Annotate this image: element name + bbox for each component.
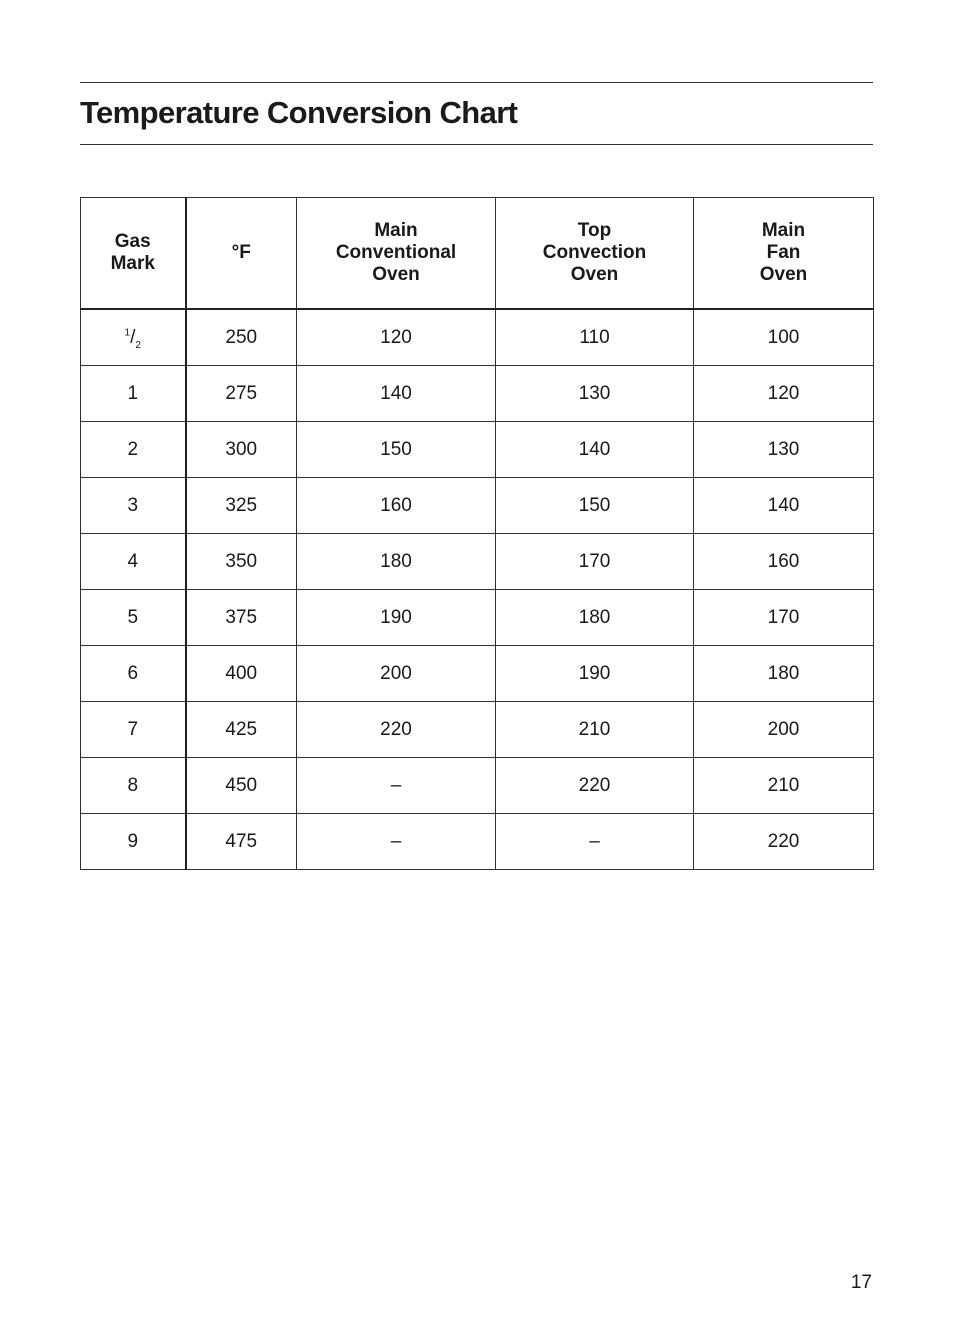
page-number: 17	[850, 1272, 872, 1293]
cell-fahrenheit: 475	[186, 814, 297, 870]
cell-main-fan: 140	[694, 478, 874, 534]
cell-fahrenheit: 375	[186, 590, 297, 646]
cell-top-convection: 150	[496, 478, 694, 534]
cell-fahrenheit: 275	[186, 366, 297, 422]
cell-top-convection: 210	[496, 702, 694, 758]
cell-top-convection: 180	[496, 590, 694, 646]
table-row	[81, 758, 874, 814]
title-top-rule	[80, 82, 873, 83]
header-fahrenheit-line: °F	[231, 242, 251, 263]
cell-gas-mark: 5	[81, 590, 186, 646]
cell-gas-mark: 3	[81, 478, 186, 534]
cell-main-conventional: 160	[297, 478, 496, 534]
header-main-conventional-oven	[297, 198, 496, 310]
cell-main-fan: 200	[694, 702, 874, 758]
cell-gas-mark: 2	[81, 422, 186, 478]
cell-fahrenheit: 300	[186, 422, 297, 478]
table-row	[81, 478, 874, 534]
header-fahrenheit	[186, 198, 297, 310]
cell-top-convection: –	[496, 814, 694, 870]
page-title: Temperature Conversion Chart	[80, 95, 518, 130]
cell-fahrenheit: 250	[186, 309, 297, 366]
table-header-row	[81, 198, 874, 310]
header-main-fan-line: Main	[761, 220, 806, 241]
cell-main-fan: 120	[694, 366, 874, 422]
table-row	[81, 366, 874, 422]
table-row	[81, 646, 874, 702]
header-gas-mark-line: Mark	[110, 253, 155, 274]
cell-main-fan: 220	[694, 814, 874, 870]
cell-main-conventional: 120	[297, 309, 496, 366]
cell-fahrenheit: 450	[186, 758, 297, 814]
cell-main-conventional: 220	[297, 702, 496, 758]
header-main-conventional-line: Main	[374, 220, 418, 241]
header-top-convection-line: Oven	[570, 264, 619, 285]
header-gas-mark-line: Gas	[114, 231, 151, 252]
header-top-convection-oven	[496, 198, 694, 310]
table-row	[81, 309, 874, 366]
header-main-conventional-line: Conventional	[335, 242, 457, 263]
cell-gas-mark: 4	[81, 534, 186, 590]
header-main-fan-line: Oven	[759, 264, 808, 285]
cell-top-convection: 110	[496, 309, 694, 366]
cell-main-fan: 160	[694, 534, 874, 590]
cell-main-conventional: 180	[297, 534, 496, 590]
cell-gas-mark: 1	[81, 366, 186, 422]
table-row	[81, 814, 874, 870]
header-top-convection-line: Convection	[542, 242, 647, 263]
cell-top-convection: 140	[496, 422, 694, 478]
half-fraction: $^1/_2$	[124, 326, 141, 351]
cell-gas-mark	[81, 309, 186, 366]
cell-fahrenheit: 400	[186, 646, 297, 702]
cell-gas-mark: 6	[81, 646, 186, 702]
fraction-numerator: 1	[124, 327, 131, 339]
cell-gas-mark: 7	[81, 702, 186, 758]
table-row	[81, 422, 874, 478]
cell-top-convection: 190	[496, 646, 694, 702]
header-main-conventional-line: Oven	[372, 264, 420, 285]
fraction-denominator: 2	[135, 339, 141, 351]
table-row	[81, 590, 874, 646]
temperature-conversion-table	[80, 197, 874, 870]
cell-main-conventional: 140	[297, 366, 496, 422]
cell-main-conventional: –	[297, 758, 496, 814]
cell-main-fan: 210	[694, 758, 874, 814]
cell-gas-mark: 8	[81, 758, 186, 814]
header-top-convection-line: Top	[577, 220, 612, 241]
cell-gas-mark: 9	[81, 814, 186, 870]
cell-main-fan: 170	[694, 590, 874, 646]
cell-fahrenheit: 425	[186, 702, 297, 758]
cell-fahrenheit: 350	[186, 534, 297, 590]
header-main-fan-line: Fan	[766, 242, 801, 263]
cell-main-fan: 130	[694, 422, 874, 478]
cell-main-conventional: 150	[297, 422, 496, 478]
header-gas-mark	[81, 198, 186, 310]
cell-main-fan: 180	[694, 646, 874, 702]
cell-main-conventional: 190	[297, 590, 496, 646]
table-row	[81, 534, 874, 590]
cell-main-conventional: 200	[297, 646, 496, 702]
cell-main-fan: 100	[694, 309, 874, 366]
cell-fahrenheit: 325	[186, 478, 297, 534]
cell-top-convection: 130	[496, 366, 694, 422]
cell-top-convection: 170	[496, 534, 694, 590]
header-main-fan-oven	[694, 198, 874, 310]
table-row	[81, 702, 874, 758]
cell-main-conventional: –	[297, 814, 496, 870]
title-bottom-rule	[80, 144, 873, 145]
cell-top-convection: 220	[496, 758, 694, 814]
